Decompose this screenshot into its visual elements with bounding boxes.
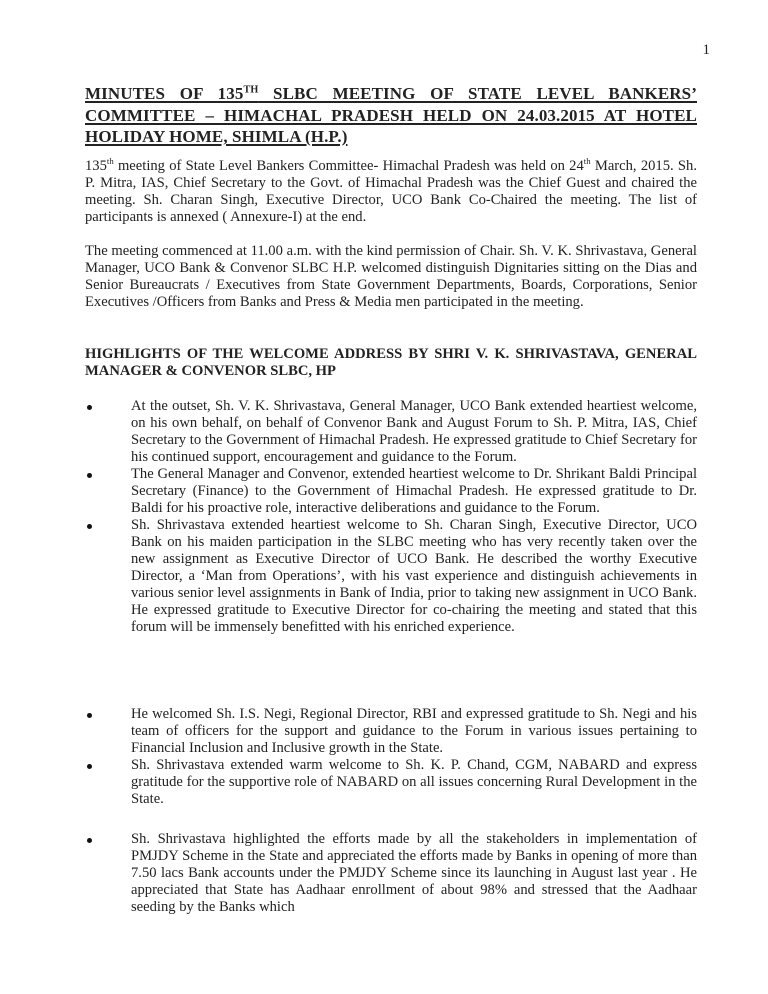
highlights-list-final [85, 831, 697, 916]
intro-p1-sup-2: th [583, 156, 591, 167]
bullet-icon [87, 524, 92, 529]
section-heading: HIGHLIGHTS OF THE WELCOME ADDRESS BY SHRI V. K. SHRIVASTAVA, GENERAL MANAGER & CONVENOR SLBC, HP [85, 346, 697, 379]
intro-p1-sup-1: th [106, 156, 114, 167]
list-item-text: The General Manager and Convenor, extended heartiest welcome to Dr. Shrikant Baldi Principal Secretary (Finance) to the Government of Himachal Pradesh. He expressed gratitude to Dr. Baldi for his proactive role, interactive deliberations and guidance to the Forum. [131, 466, 697, 516]
intro-p1-text-c: March, 2015. Sh. P. Mitra, IAS, Chief Secretary to the Govt. of Himachal Pradesh was the Chief Guest and chaired the meeting. Sh. Charan Singh, Executive Director, UCO Bank Co-Chaired the meeting. The list of participants is annexed ( Annexure-I) at the end. [85, 158, 697, 225]
list-item [85, 517, 697, 636]
title-text-part2: SLBC MEETING OF STATE LEVEL BANKERS’ COMMITTEE – HIMACHAL PRADESH HELD ON 24.03.2015 AT HOTEL HOLIDAY HOME, SHIMLA (H.P.) [85, 84, 697, 146]
intro-p1-text-a: 135 [85, 158, 107, 174]
list-item [85, 757, 697, 808]
intro-paragraph-1 [85, 158, 697, 226]
bullet-icon [87, 764, 92, 769]
bullet-icon [87, 713, 92, 718]
list-item-text: Sh. Shrivastava extended heartiest welcome to Sh. Charan Singh, Executive Director, UCO Bank on his maiden participation in the SLBC meeting who has very recently taken over the new assignment as Executive Director of UCO Bank. He described the worthy Executive Director, a ‘Man from Operations’, with his vast experience and distinguish achievements in various senior level assignments in Bank of India, prior to taking new assignment in UCO Bank. He expressed gratitude to Executive Director for co-chairing the meeting and stated that this forum will be immensely benefitted with his enriched experience. [131, 517, 697, 635]
list-item-text: Sh. Shrivastava highlighted the efforts made by all the stakeholders in implementation of PMJDY Scheme in the State and appreciated the efforts made by Banks in opening of more than 7.50 lacs Bank accounts under the PMJDY Scheme since its launching in August last year . He appreciated that State has Aadhaar enrollment of about 98% and stressed that the Aadhaar seeding by the Banks which [131, 831, 697, 915]
list-item [85, 398, 697, 466]
list-item-text: At the outset, Sh. V. K. Shrivastava, General Manager, UCO Bank extended heartiest welcome, on his own behalf, on behalf of Convenor Bank and August Forum to Sh. P. Mitra, IAS, Chief Secretary to the Government of Himachal Pradesh. He expressed gratitude to Chief Secretary for his continued support, encouragement and guidance to the Forum. [131, 398, 697, 465]
bullet-icon [87, 405, 92, 410]
list-item [85, 706, 697, 757]
list-item [85, 466, 697, 517]
document-title [85, 83, 697, 148]
list-item-text: He welcomed Sh. I.S. Negi, Regional Director, RBI and expressed gratitude to Sh. Negi and his team of officers for the support and guidance to the Forum in various issues pertaining to Financial Inclusion and Inclusive growth in the State. [131, 706, 697, 756]
list-item [85, 831, 697, 916]
intro-paragraph-2: The meeting commenced at 11.00 a.m. with the kind permission of Chair. Sh. V. K. Shrivastava, General Manager, UCO Bank & Convenor SLBC H.P. welcomed distinguish Dignitaries sitting on the Dias and Senior Bureaucrats / Executives from State Government Departments, Boards, Corporations, Senior Executives /Officers from Banks and Press & Media men participated in the meeting. [85, 243, 697, 310]
title-text-part1: MINUTES OF 135 [85, 84, 244, 103]
page-number: 1 [702, 42, 710, 58]
intro-p1-text-b: meeting of State Level Bankers Committee- Himachal Pradesh was held on 24 [113, 158, 584, 174]
highlights-list [85, 398, 697, 636]
list-item-text: Sh. Shrivastava extended warm welcome to Sh. K. P. Chand, CGM, NABARD and express gratitude for the supportive role of NABARD on all issues concerning Rural Development in the State. [131, 757, 697, 807]
title-superscript: TH [243, 84, 259, 96]
bullet-icon [87, 838, 92, 843]
bullet-icon [87, 473, 92, 478]
highlights-list-continued [85, 706, 697, 808]
